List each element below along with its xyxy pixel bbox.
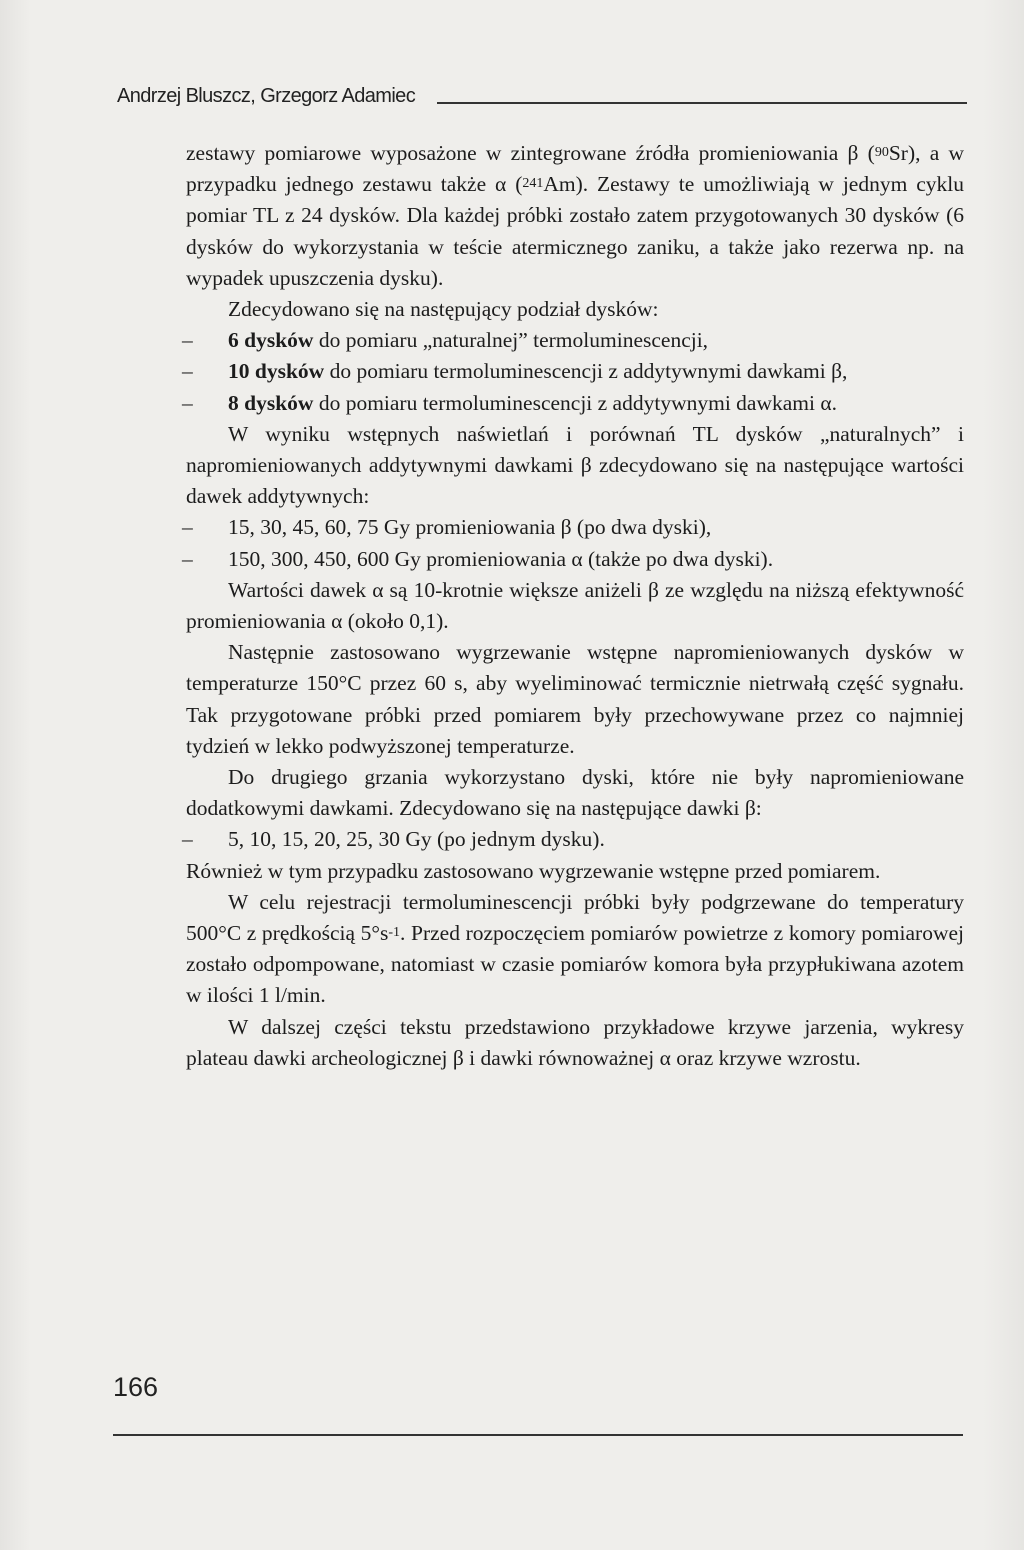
list-dash: – bbox=[182, 515, 193, 540]
p8-superscript: -1 bbox=[388, 925, 401, 941]
list-item bbox=[182, 824, 964, 855]
list-item bbox=[182, 512, 964, 543]
list-dash: – bbox=[182, 328, 193, 353]
p1-superscript-am: 241 bbox=[522, 176, 544, 192]
page-number: 166 bbox=[113, 1372, 159, 1402]
p1-part-c: Am). Zestawy te umożliwiają w jednym cyklu pomiar TL z 24 dysków. Dla każdej próbki zostało zatem przygotowanych 30 dysków (6 dysków do wykorzystania w teście atermicznego zaniku, a także jako rezerwa np. na wypadek upuszczenia dysku). bbox=[186, 172, 964, 290]
list-item-text: 150, 300, 450, 600 Gy promieniowania α (także po dwa dyski). bbox=[228, 546, 774, 571]
p1-part-b: Sr), a w przypadku jednego zestawu także α ( bbox=[186, 141, 964, 197]
list-item-text: do pomiaru termoluminescencji z addytywnymi dawkami α. bbox=[313, 390, 837, 415]
list-item-text: 15, 30, 45, 60, 75 Gy promieniowania β (po dwa dyski), bbox=[228, 515, 712, 540]
list-item-bold: 10 dysków bbox=[228, 359, 325, 384]
running-header bbox=[117, 82, 967, 108]
list-dash: – bbox=[182, 390, 193, 415]
list-item-text: do pomiaru termoluminescencji z addytywnymi dawkami β, bbox=[324, 359, 848, 384]
list-item-text: do pomiaru „naturalnej” termoluminescencji, bbox=[313, 328, 709, 353]
paragraph-7: Również w tym przypadku zastosowano wygrzewanie wstępne przed pomiarem. bbox=[186, 858, 881, 883]
p1-superscript-sr: 90 bbox=[874, 145, 889, 160]
list-item-bold: 6 dysków bbox=[228, 328, 314, 353]
p8-part-b: . Przed rozpoczęciem pomiarów powietrze z komory pomiarowej zostało odpompowane, natomiast w czasie pomiarów komora była przypłukiwana azotem w ilości 1 l/min. bbox=[186, 921, 964, 1008]
list-dash: – bbox=[182, 546, 193, 571]
paragraph-1 bbox=[186, 138, 964, 294]
paragraph-9: W dalszej części tekstu przedstawiono przykładowe krzywe jarzenia, wykresy plateau dawki archeologicznej β i dawki równoważnej α oraz krzywe wzrostu. bbox=[186, 1014, 964, 1070]
header-rule bbox=[437, 102, 967, 104]
p1-part-a: zestawy pomiarowe wyposażone w zintegrowane źródła promieniowania β ( bbox=[186, 141, 875, 165]
list-item-text: 5, 10, 15, 20, 25, 30 Gy (po jednym dysku). bbox=[228, 827, 605, 852]
paragraph-8 bbox=[186, 887, 964, 1012]
paragraph-6: Do drugiego grzania wykorzystano dyski, które nie były napromieniowane dodatkowymi dawkami. Zdecydowano się na następujące dawki β: bbox=[186, 765, 964, 821]
list-item-bold: 8 dysków bbox=[228, 390, 314, 415]
list-item bbox=[182, 325, 964, 356]
paragraph-4: Wartości dawek α są 10-krotnie większe aniżeli β ze względu na niższą efektywność promieniowania α (około 0,1). bbox=[186, 577, 964, 634]
list-item bbox=[182, 388, 964, 419]
paragraph-3: W wyniku wstępnych naświetlań i porównań TL dysków „naturalnych” i napromieniowanych addytywnymi dawkami β zdecydowano się na następujące wartości dawek addytywnych: bbox=[186, 421, 964, 509]
paragraph-5: Następnie zastosowano wygrzewanie wstępne napromieniowanych dysków w temperaturze 150°C przez 60 s, aby wyeliminować termicznie nietrwałą część sygnału. Tak przygotowane próbki przed pomiarem były przechowywane przez co najmniej tydzień w lekko podwyższonej temperaturze. bbox=[186, 640, 964, 758]
paragraph-2: Zdecydowano się na następujący podział dysków: bbox=[228, 297, 659, 322]
list-dash: – bbox=[182, 359, 193, 384]
footer-rule bbox=[113, 1434, 963, 1436]
list-item bbox=[182, 356, 964, 387]
header-authors: Andrzej Bluszcz, Grzegorz Adamiec bbox=[117, 85, 416, 107]
p8-part-a: W celu rejestracji termoluminescencji próbki były podgrzewane do temperatury 500°C z prędkością 5°s bbox=[186, 889, 964, 946]
body-text bbox=[182, 138, 964, 1074]
list-item bbox=[182, 544, 964, 575]
list-dash: – bbox=[182, 827, 193, 852]
